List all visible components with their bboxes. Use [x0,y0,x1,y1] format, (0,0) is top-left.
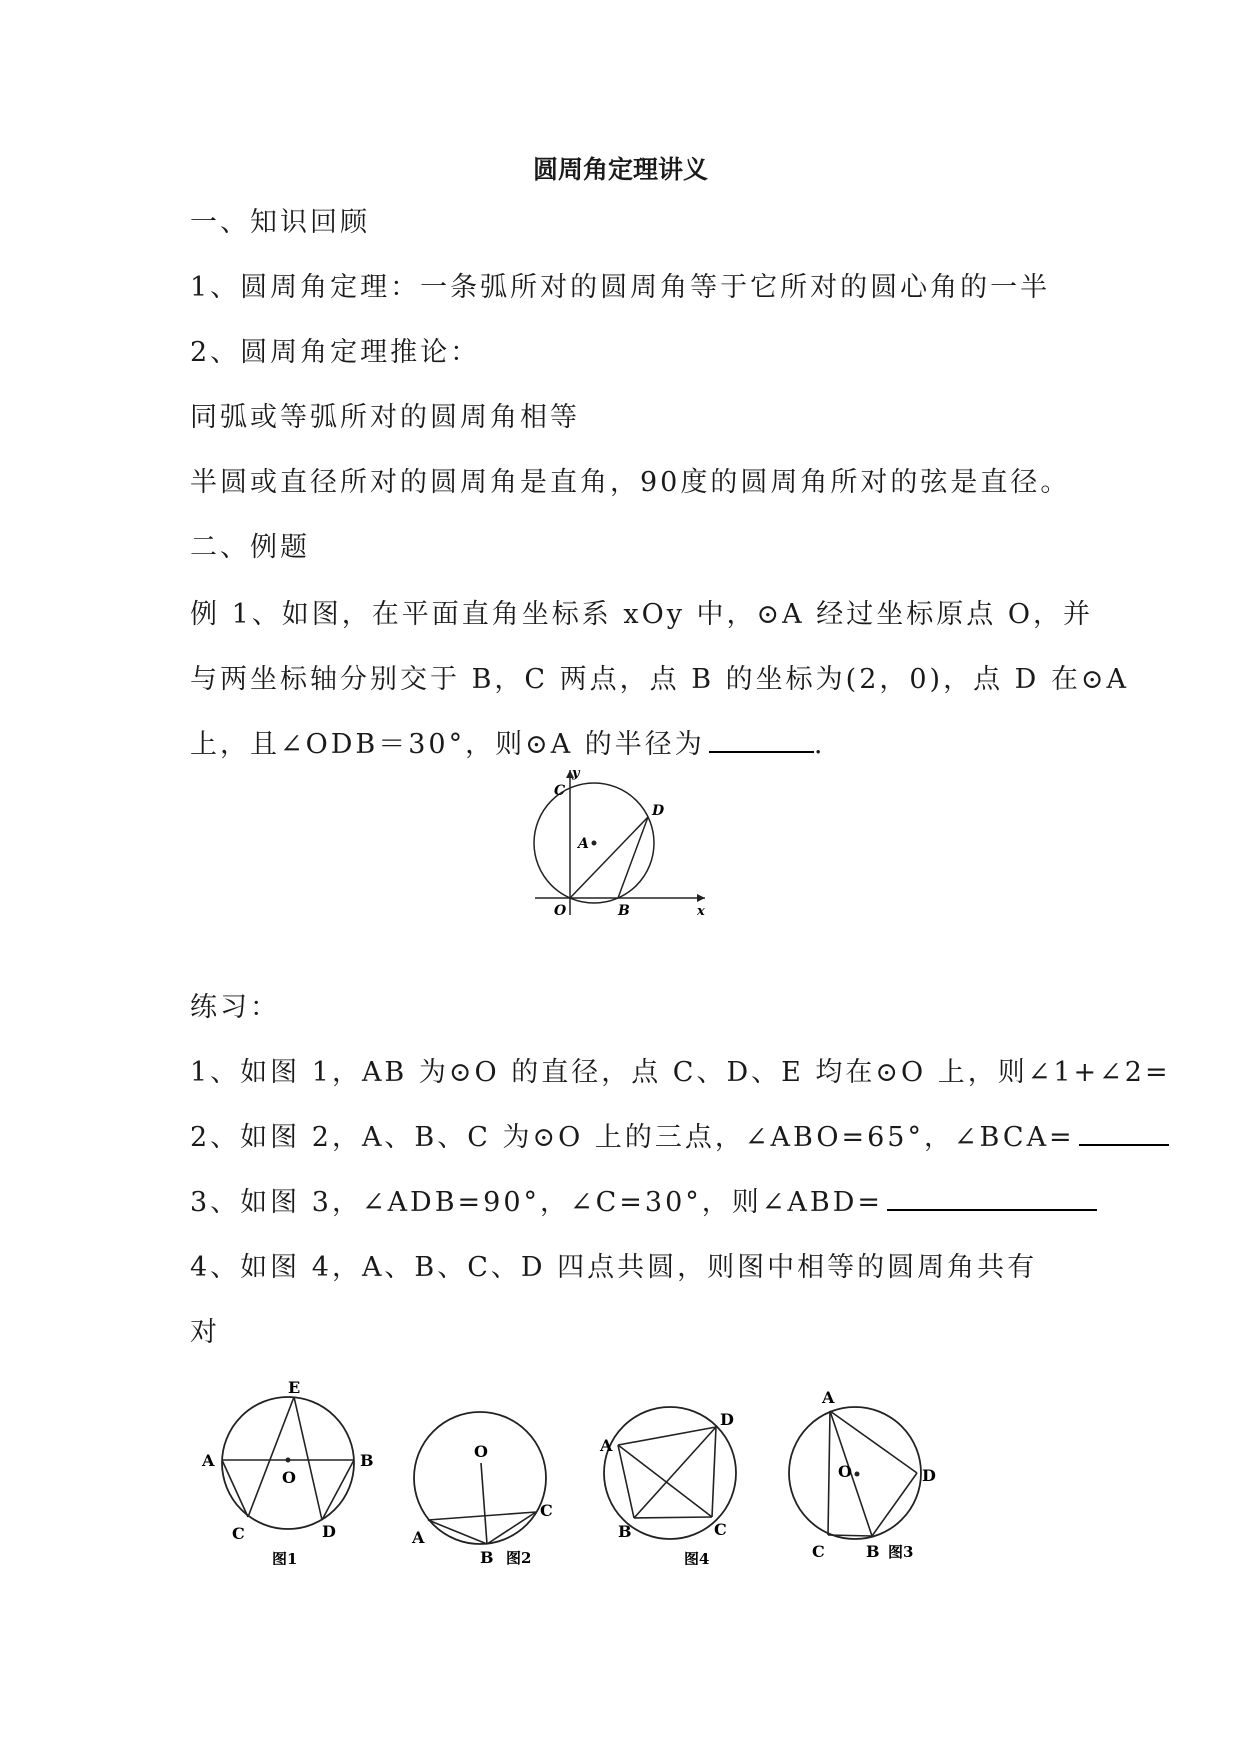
fig4-caption: 图4 [684,1550,710,1565]
fig4-label-a: A [600,1436,613,1455]
fig1-label-o: O [282,1468,296,1487]
q2-answer-blank [1079,1142,1169,1146]
fig2-circle [414,1412,546,1544]
example1-line3 [190,722,825,761]
label-y: y [572,766,580,781]
fig1-label-c: C [232,1524,245,1543]
fig3-label-a: A [822,1388,835,1407]
fig3-label-d: D [922,1466,936,1485]
fig2-label-b: B [480,1548,494,1565]
fig2-label-a: A [412,1528,425,1547]
fig2-segment-ac [428,1512,536,1520]
example1-line3-text: 上，且∠ODB＝30°，则⊙A 的半径为 [190,729,705,760]
fig2-label-c: C [540,1501,553,1520]
fig4-segment-dc [712,1427,716,1517]
figure-4 [599,1407,736,1565]
fig3-segment-ac [828,1411,830,1535]
corollary-2: 半圆或直径所对的圆周角是直角，90度的圆周角所对的弦是直径。 [190,467,1071,498]
label-o: O [554,903,567,919]
practice-q1: 1、如图 1，AB 为⊙O 的直径，点 C、D、E 均在⊙O 上，则∠1+∠2= [190,1057,1171,1088]
fig3-caption: 图3 [888,1543,914,1561]
fig3-label-b: B [866,1542,880,1561]
x-axis-arrow [697,894,705,902]
review-heading: 一、知识回顾 [190,207,370,238]
fig3-segment-cb [828,1535,872,1536]
label-c: C [554,783,566,799]
practice-q2-text: 2、如图 2，A、B、C 为⊙O 上的三点，∠ABO=65°，∠BCA= [190,1122,1075,1153]
fig4-label-d: D [720,1410,734,1429]
fig1-segment-ec [248,1397,294,1517]
figure-1 [201,1378,374,1565]
fig1-label-d: D [322,1522,336,1541]
practice-q4-line2: 对 [190,1317,220,1348]
fig1-segment-ac [222,1460,248,1517]
fig4-label-b: B [618,1522,632,1541]
q3-answer-blank [887,1207,1097,1211]
label-b: B [618,903,630,919]
fig1-label-a: A [202,1451,215,1470]
fig1-circle [222,1397,354,1529]
fig2-segment-bc [487,1512,536,1544]
center-a [592,841,597,846]
fig4-diagonal-bd [634,1427,716,1518]
example1-line2: 与两坐标轴分别交于 B，C 两点，点 B 的坐标为(2，0)，点 D 在⊙A [190,664,1130,695]
fig1-label-e: E [288,1378,301,1397]
fig2-segment-ob [481,1463,487,1544]
fig2-label-o: O [474,1442,488,1461]
theorem-text: 1、圆周角定理：一条弧所对的圆周角等于它所对的圆心角的一半 [190,272,1051,303]
fig4-segment-bc [634,1517,712,1518]
practice-q4-line1: 4、如图 4，A、B、C、D 四点共圆，则图中相等的圆周角共有 [190,1252,1038,1283]
answer-blank [709,749,814,753]
label-d: D [652,803,665,819]
page-title: 圆周角定理讲义 [532,155,708,184]
example-figure [520,765,720,925]
practice-q3-text: 3、如图 3，∠ADB=90°，∠C=30°，则∠ABD= [190,1187,884,1218]
fig2-caption: 图2 [506,1549,532,1565]
fig1-label-b: B [360,1451,374,1470]
fig3-center [855,1472,860,1477]
segment-db [618,817,648,898]
example1-line1: 例 1、如图，在平面直角坐标系 xOy 中，⊙A 经过坐标原点 O，并 [190,599,1093,630]
label-x: x [697,904,705,919]
practice-heading: 练习： [190,992,280,1023]
practice-q2 [190,1115,1169,1154]
figures-row [200,1375,1040,1565]
figure-3 [789,1388,936,1561]
fig3-label-c: C [812,1542,825,1561]
fig1-segment-ed [294,1397,322,1520]
examples-heading: 二、例题 [190,532,310,563]
figure-2 [411,1412,553,1565]
fig1-caption: 图1 [272,1550,298,1565]
fig1-center [286,1458,291,1463]
corollary-1: 同弧或等弧所对的圆周角相等 [190,402,580,433]
fig3-label-o: O [838,1462,852,1481]
practice-q3 [190,1180,1097,1219]
label-a: A [578,836,589,852]
corollary-heading: 2、圆周角定理推论： [190,337,481,368]
example1-line3-end: . [813,729,826,760]
fig4-label-c: C [714,1520,727,1539]
